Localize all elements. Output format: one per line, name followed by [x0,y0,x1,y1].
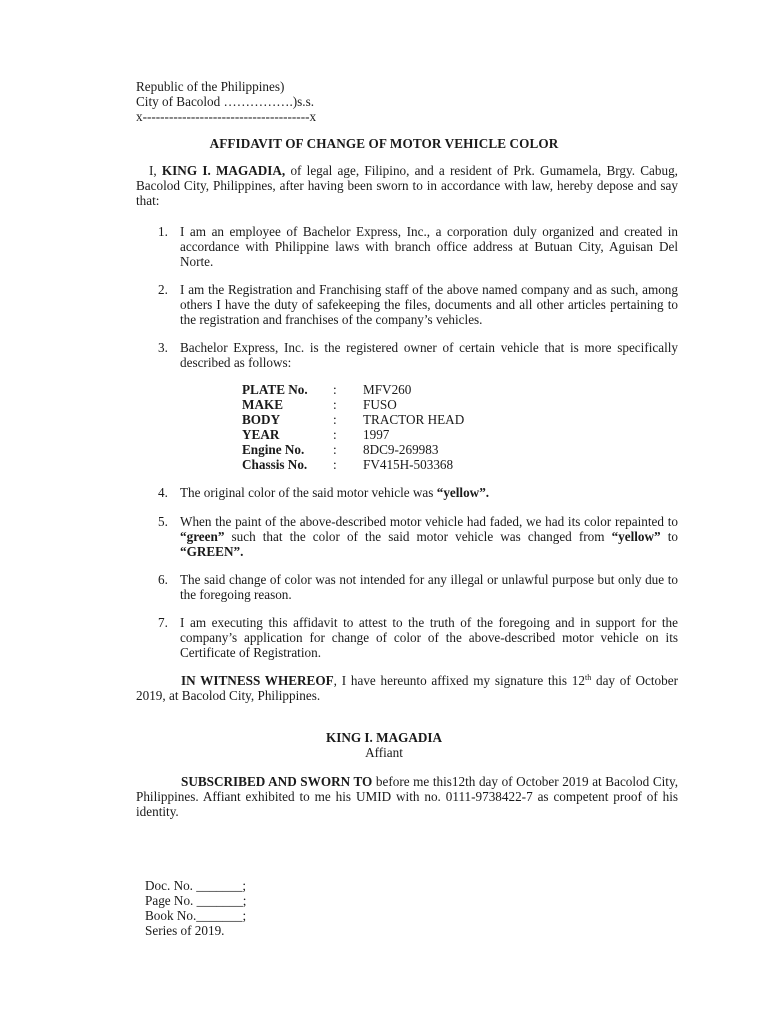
venue-republic: Republic of the Philippines) [136,79,285,94]
list-number: 2. [158,282,168,297]
notarial-register [145,878,246,938]
vehicle-label: MAKE [242,397,284,412]
vehicle-label: Engine No. [242,442,305,457]
list-number: 1. [158,224,168,239]
list-text [180,514,678,559]
list-item-4 [158,485,678,500]
list-item-6 [158,572,678,602]
vehicle-label: PLATE No. [242,382,308,397]
ordinal-suffix: th [584,673,592,682]
list-number: 3. [158,340,168,355]
vehicle-label: Chassis No. [242,457,308,472]
book-no: Book No._______; [145,908,247,923]
vehicle-colon: : [333,442,337,457]
affiant-name: KING I. MAGADIA [325,730,443,745]
list-text: The said change of color was not intended for any illegal or unlawful purpose but only due to the foregoing reason. [180,572,678,602]
color-green-caps-emphasis: “GREEN”. [180,544,244,559]
jurat-heading: SUBSCRIBED AND SWORN TO [181,774,373,789]
vehicle-value: 8DC9-269983 [363,442,439,457]
list-item-5 [158,514,678,559]
venue-separator: x--------------------------------------x [136,109,317,124]
vehicle-value: FUSO [363,397,397,412]
affiant-role: Affiant [365,745,403,760]
list-text: I am executing this affidavit to attest to the truth of the foregoing and in support for the company’s application for change of color of the above-described motor vehicle on its Certificate of Registration. [180,615,678,660]
list-item-2 [158,282,678,327]
venue-city: City of Bacolod …………….)s.s. [136,94,315,109]
witness-text: day of October 2019, at Bacolod City, Philippines. [136,673,678,703]
list-text [180,485,678,500]
list-text: I am an employee of Bachelor Express, Inc., a corporation duly organized and created in accordance with Philippine laws with branch office address at Butuan City, Aguisan Del Norte. [180,224,678,269]
color-yellow-emphasis: “yellow” [611,529,661,544]
list-text-part: When the paint of the above-described motor vehicle had faded, we had its color repainted to [180,514,678,529]
list-number: 5. [158,514,168,529]
vehicle-colon: : [333,427,337,442]
vehicle-value: FV415H-503368 [363,457,454,472]
vehicle-value: 1997 [363,427,390,442]
witness-paragraph [136,673,678,703]
list-number: 6. [158,572,168,587]
list-text: Bachelor Express, Inc. is the registered owner of certain vehicle that is more specifically described as follows: [180,340,678,370]
color-green-emphasis: “green” [180,529,225,544]
vehicle-colon: : [333,457,337,472]
document-title: AFFIDAVIT OF CHANGE OF MOTOR VEHICLE COLOR [209,136,559,151]
vehicle-colon: : [333,412,337,427]
page-no: Page No. _______; [145,893,247,908]
witness-heading: IN WITNESS WHEREOF [181,673,334,688]
jurat-paragraph [136,774,678,819]
jurat-text: before me this12th day of October 2019 at Bacolod City, Philippines. Affiant exhibited to me his UMID with no. 0111-9738422-7 as competent proof of his identity. [136,774,678,819]
list-text-part: such that the color of the said motor vehicle was changed from [224,529,612,544]
vehicle-colon: : [333,397,337,412]
list-number: 4. [158,485,168,500]
series: Series of 2019. [145,923,225,938]
color-yellow-emphasis: “yellow”. [436,485,490,500]
list-item-1 [158,224,678,269]
intro-lead: I, [149,163,162,178]
affiant-name-inline: KING I. MAGADIA, [161,163,286,178]
witness-text: , I have hereunto affixed my signature this 12 [333,673,585,688]
list-item-7 [158,615,678,660]
list-text-part: to [660,529,678,544]
doc-no: Doc. No. _______; [145,878,247,893]
vehicle-label: YEAR [242,427,280,442]
list-item-3 [158,340,678,370]
list-text: I am the Registration and Franchising staff of the above named company and as such, among others I have the duty of safekeeping the files, documents and all other articles pertaining to the registration and franchises of the company’s vehicles. [180,282,678,327]
vehicle-value: MFV260 [363,382,412,397]
list-text-part: The original color of the said motor vehicle was [180,485,437,500]
vehicle-colon: : [333,382,337,397]
intro-text: of legal age, Filipino, and a resident of Prk. Gumamela, Brgy. Cabug, Bacolod City, Philippines, after having been sworn to in accordance with law, hereby depose and say that: [136,163,678,208]
venue-block [136,79,436,124]
list-number: 7. [158,615,168,630]
vehicle-label: BODY [242,412,281,427]
vehicle-value: TRACTOR HEAD [363,412,465,427]
intro-paragraph [136,163,678,208]
